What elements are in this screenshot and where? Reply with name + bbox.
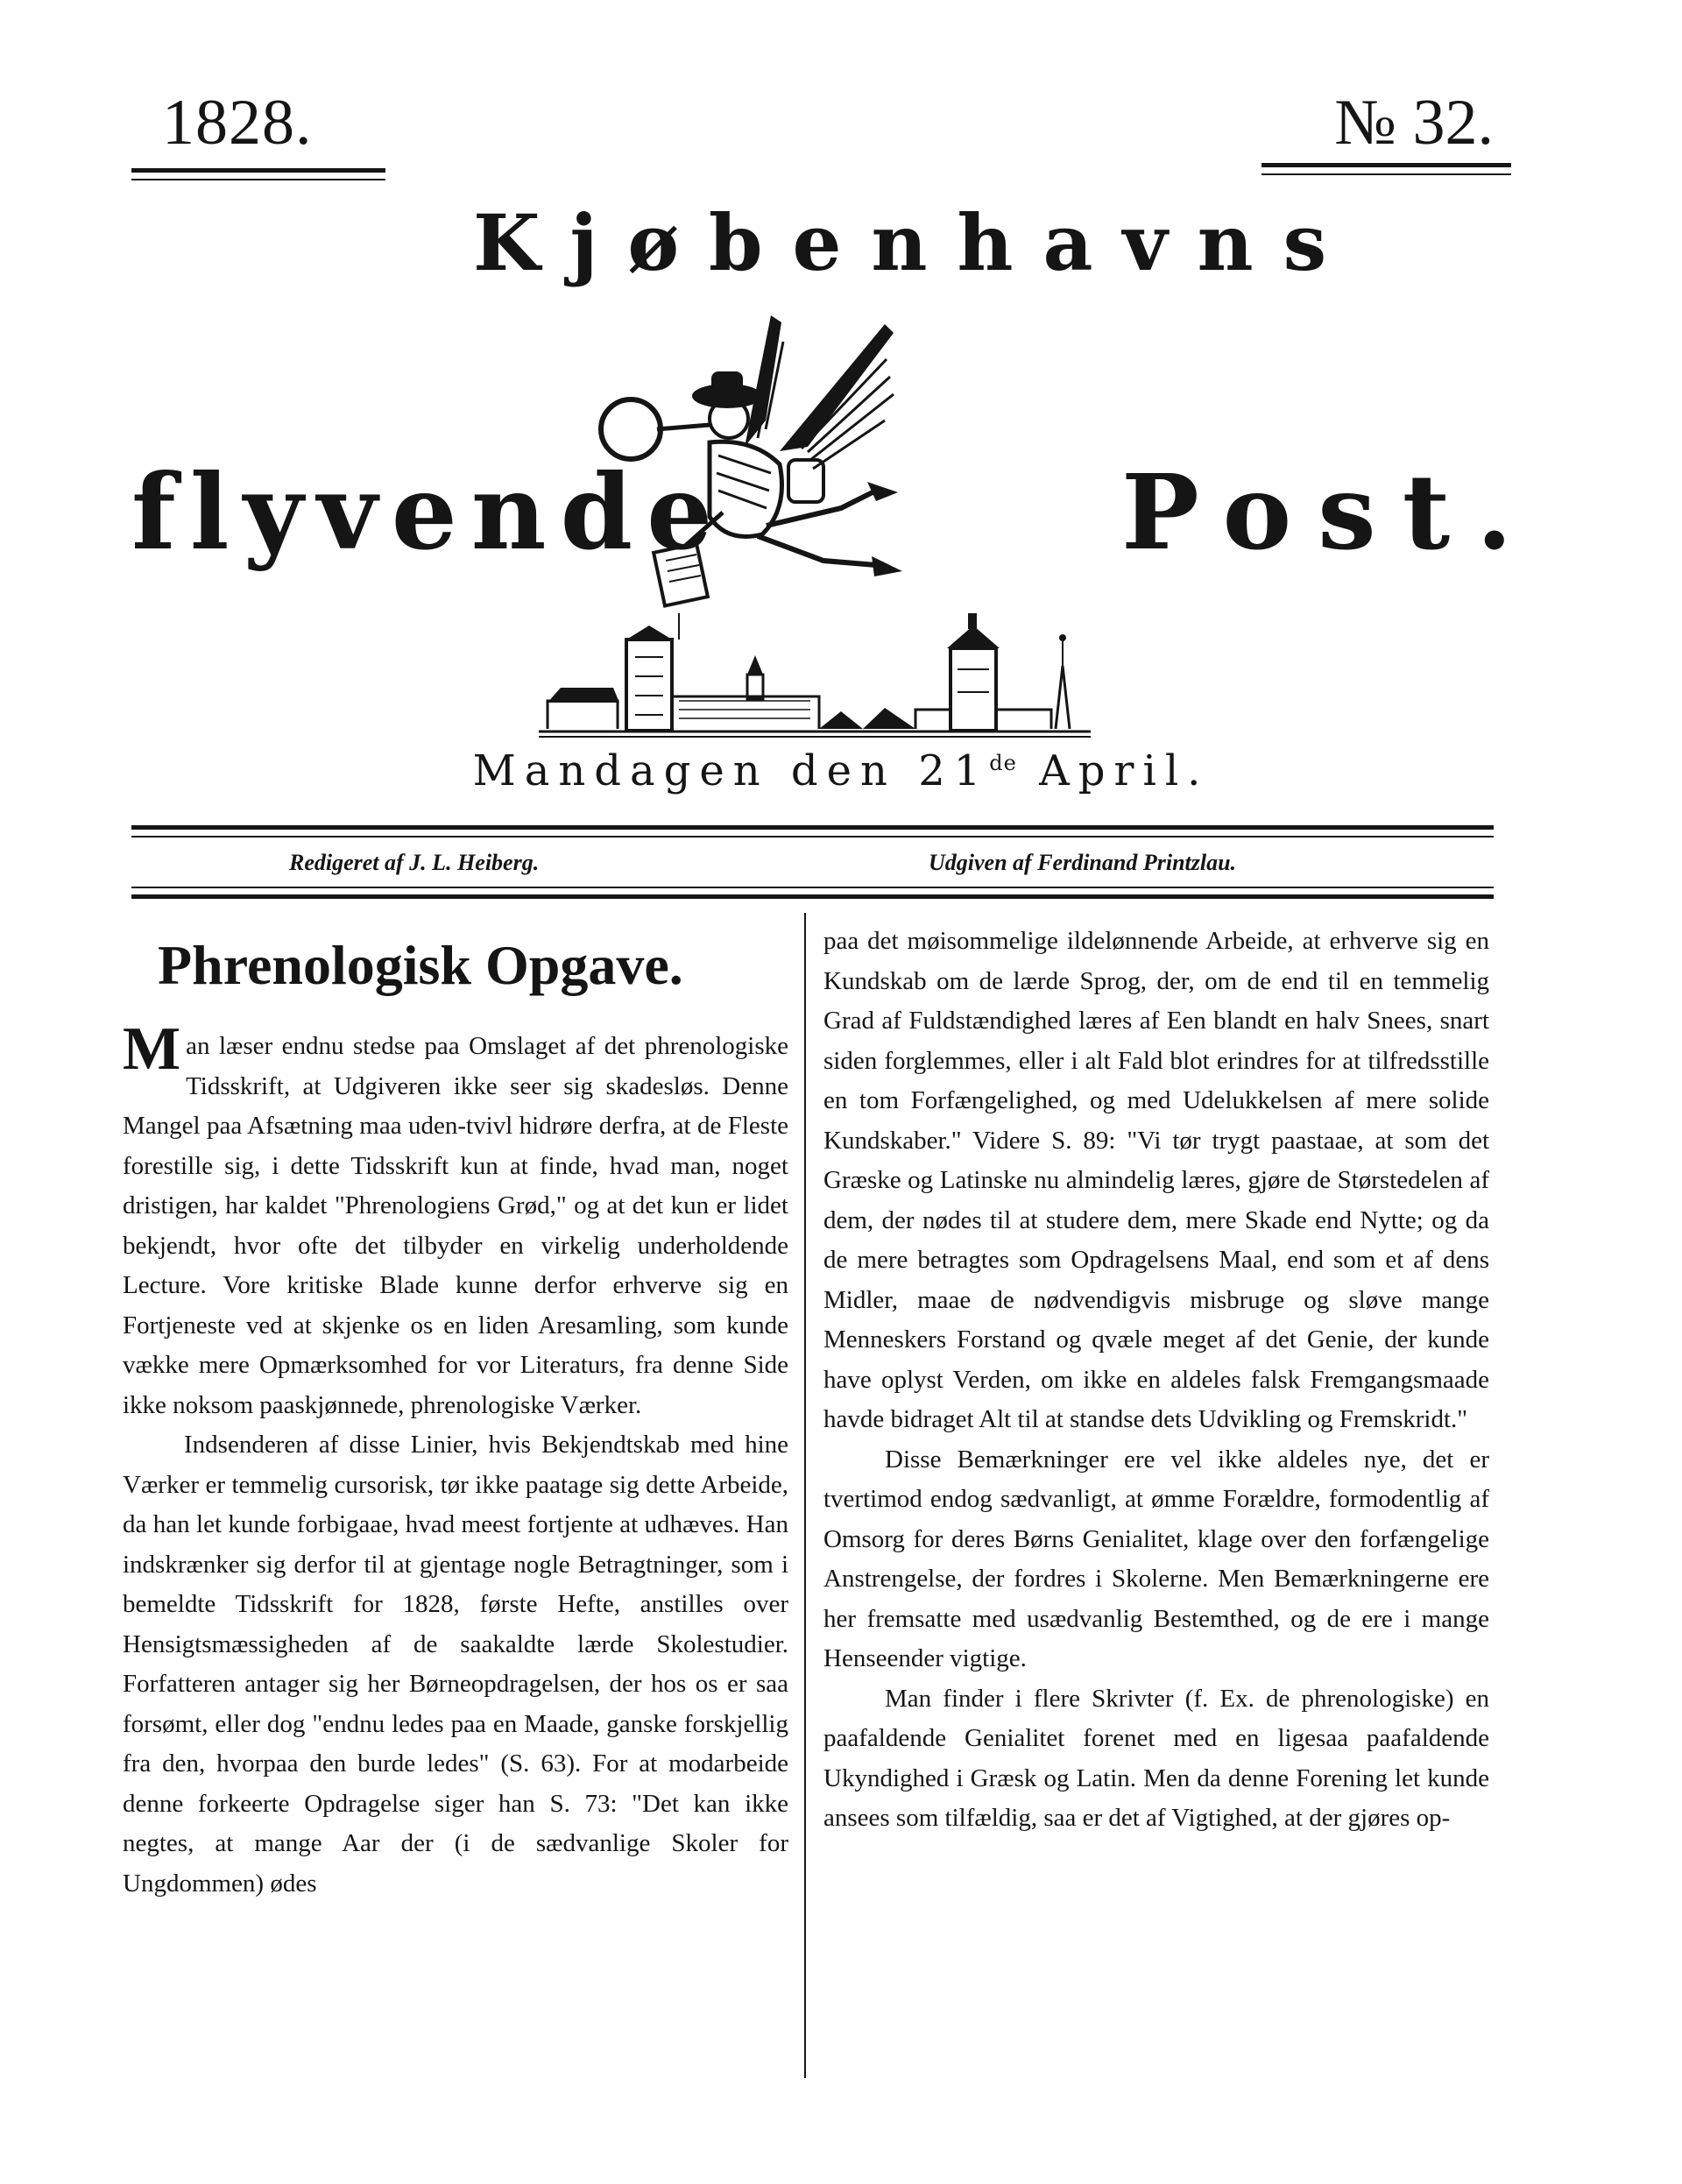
masthead-title-line1: Kjøbenhavns [473,197,1357,288]
editor-credit: Redigeret af J. L. Heiberg. [289,850,540,875]
article-paragraph-4: Disse Bemærkninger ere vel ikke aldeles nye, det er tvertimod endog sædvanligt, at ømme Forældre, formodentlig af Omsorg for deres Børns Genialitet, klage over den forfængelige Anstrengelse, der fordres i Skolerne. Men Bemærkningerne ere her fremsatte med usædvanlig Bestemthed, og de ere i mange Henseender vigtige. [823,1445,1489,1672]
article-paragraph-5: Man finder i flere Skrivter (f. Ex. de phrenologiske) en paafaldende Genialitet forenet med en ligesaa paafaldende Ukyndighed i Græsk og Latin. Men da denne Forening let kunde ansees som tilfældig, saa er det af Vigtighed, at der gjøres op- [823,1684,1489,1832]
article-title: Phrenologisk Opgave. [158,934,683,996]
issue-number: № 32. [1334,87,1494,159]
date-main: Mandagen den 21 [472,746,990,795]
issue-rule [1262,163,1511,175]
date-month: April. [1039,746,1210,795]
credit-rule-top [131,825,1494,838]
masthead-title-post: Post. [1121,451,1539,573]
article-column-left [123,1015,788,1904]
publisher-credit: Udgiven af Ferdinand Printzlau. [929,850,1237,875]
year: 1828. [162,87,313,159]
issue-date [350,746,1332,795]
column-divider [804,913,806,2078]
paragraph-text: an læser endnu stedse paa Omslaget af det phrenologiske Tidsskrift, at Udgiveren ikke seer sig skadesløs. Denne Mangel paa Afsætning maa uden-tvivl hidrøre derfra, at de Fleste forestille sig, i dette Tidsskrift kun at finde, hvad man, noget dristigen, har kaldet "Phrenologiens Grød," og at det kun er lidet bekjendt, hvor ofte det tilbyder en virkelig underholdende Lecture. Vore kritiske Blade kunne derfor erhverve sig en Fortjeneste ved at skjenke os en liden Aresamling, som kunde vække mere Opmærksomhed for vor Literaturs, fra denne Side ikke noksom paaskjønnede, phrenologiske Værker. [123,1032,788,1419]
article-paragraph-2: Indsenderen af disse Linier, hvis Bekjendtskab med hine Værker er temmelig cursorisk, tør ikke paatage sig dette Arbeide, da han let kunde forbigaae, hvad meest fortjente at udhæves. Han indskrænker sig derfor til at gjentage nogle Betragtninger, som i bemeldte Tidsskrift for 1828, første Hefte, anstilles over Hensigtsmæssigheden af de saakaldte lærde Skolestudier. Forfatteren antager sig her Børneopdragelsen, der hos os er saa forsømt, eller dog "endnu ledes paa en Maade, ganske forskjellig fra den, hvorpaa den burde ledes" (S. 63). For at modarbeide denne forkeerte Opdragelse siger han S. 73: "Det kan ikke negtes, at mange Aar der (i de sædvanlige Skoler for Ungdommen) ødes [123,1431,788,1898]
credit-rule-bottom [131,887,1494,899]
masthead-title-flyvende: flyvende [131,451,727,573]
article-column-right [823,922,1489,1839]
city-skyline-illustration [539,613,1091,745]
article-paragraph-3: paa det møisommelige ildelønnende Arbeide, at erhverve sig en Kundskab om de lærde Sprog, der, om de end til en temmelig Grad af Fuldstændighed læres af Een blandt en halv Snees, snart siden forglemmes, eller i alt Fald blot erindres for at tilfredsstille en tom Forfængelighed, og med Udelukkelsen af mere solide Kundskaber." Videre S. 89: "Vi tør trygt paastaae, at som det Græske og Latinske nu almindelig læres, gjøre de Størstedelen af dem, der nødes til at studere dem, mere Skade end Nytte; og da de mere betragtes som Opdragelsens Maal, end som et af dens Midler, maae de nødvendigvis misbruge og sløve mange Menneskers Forstand og qvæle meget af det Genie, der kunde have oplyst Verden, om ikke en aldeles falsk Fremgangsmaade havde bidraget Alt til at standse dets Udvikling og Fremskridt." [823,927,1489,1433]
year-rule [131,168,385,180]
date-ordinal: de [989,751,1017,775]
drop-cap: M [123,1015,181,1083]
angel-messenger-illustration [578,298,964,622]
article-paragraph-1 [123,1015,788,1425]
